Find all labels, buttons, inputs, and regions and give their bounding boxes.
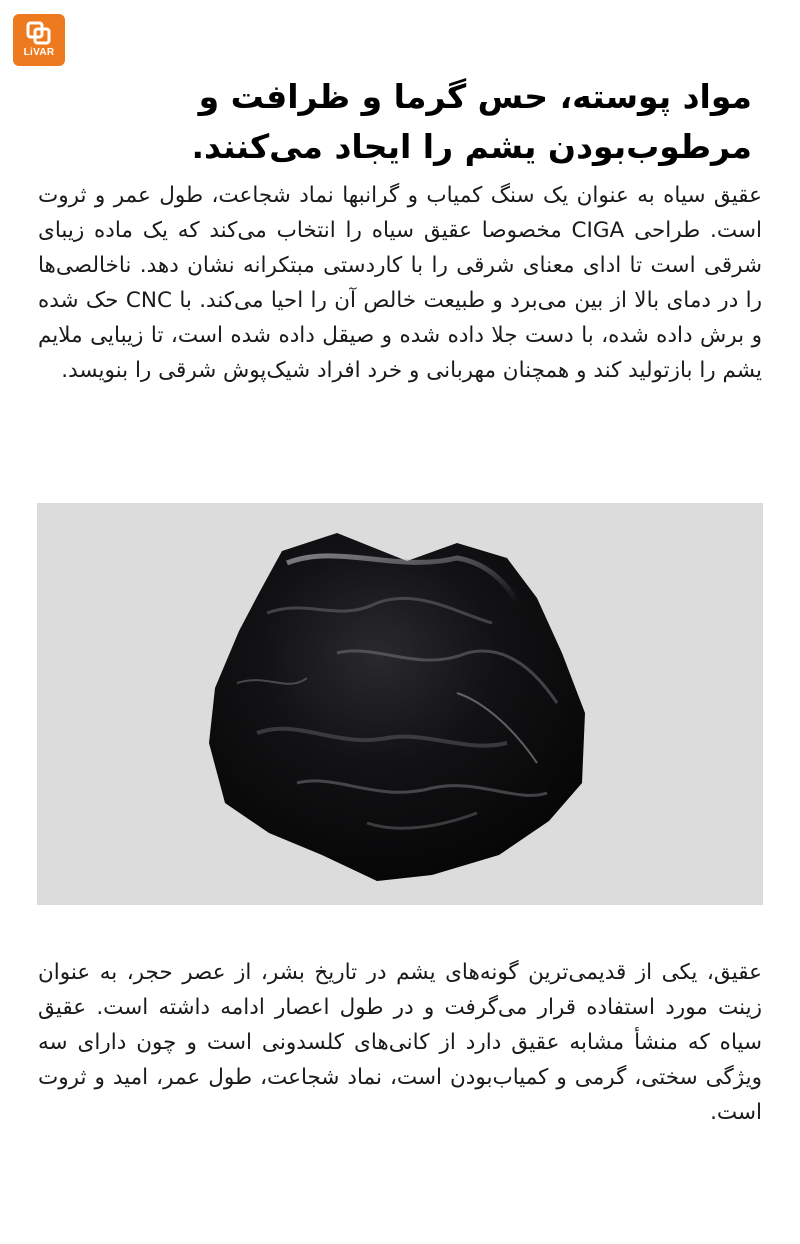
logo-text: LiVAR xyxy=(23,47,55,58)
article-paragraph-2: عقیق، یکی از قدیمی‌ترین گونه‌های یشم در تاریخ بشر، از عصر حجر، به عنوان زینت مورد استفاده قرار می‌گرفت و در طول اعصار ادامه داشته است. عقیق سیاه که منشأ مشابه عقیق دارد از کانی‌های کلسدونی است و چون دارای سه ویژگی سختی، گرمی و کمیاب‌بودن است، نماد شجاعت، طول عمر، امید و ثروت است. xyxy=(38,960,762,1125)
article-paragraph-1: عقیق سیاه به عنوان یک سنگ کمیاب و گرانبها نماد شجاعت، طول عمر و ثروت است. طراحی CIGA مخصوصا عقیق سیاه را انتخاب می‌کند که یک ماده زیبای شرقی است تا ادای معنای شرقی را با کاردستی مبتکرانه نشان دهد. ناخالصی‌ها را در دمای بالا از بین می‌برد و طبیعت خالص آن را احیا می‌کند. با CNC حک شده و برش داده شده، با دست جلا داده شده و صیقل داده شده است، تا زیبایی ملایم یشم را بازتولید کند و همچنان مهربانی و خرد افراد شیک‌پوش شرقی را بنویسد. xyxy=(38,183,762,383)
logo-mark-icon xyxy=(26,21,52,45)
livar-logo[interactable] xyxy=(13,14,65,66)
article-headline: مواد پوسته، حس گرما و ظرافت و مرطوب‌بودن یشم را ایجاد می‌کنند. xyxy=(191,77,752,166)
black-agate-photo xyxy=(37,503,763,905)
black-agate-stone-image xyxy=(37,503,763,905)
